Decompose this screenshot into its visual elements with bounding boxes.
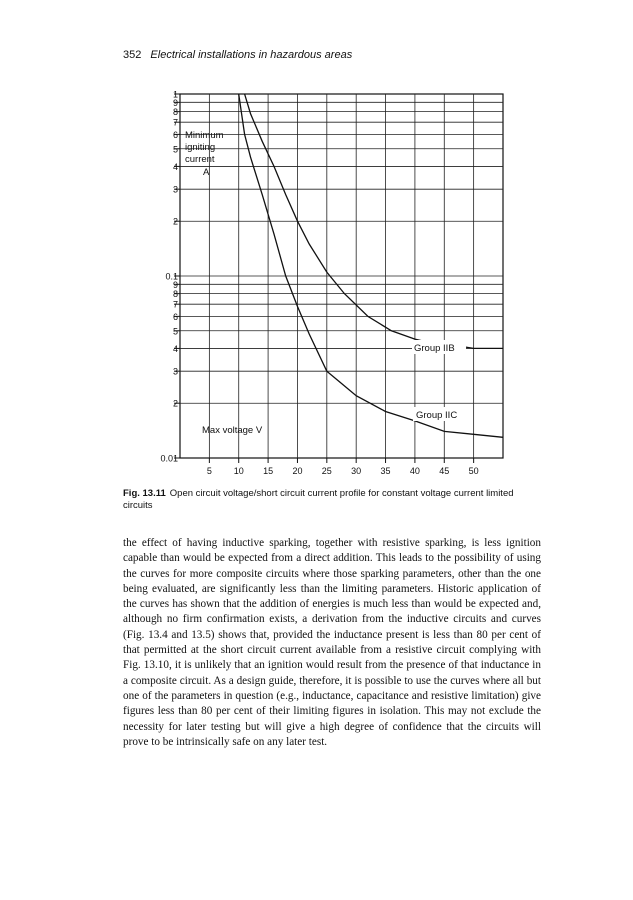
y-axis-title-line: A — [203, 167, 210, 178]
body-text — [123, 536, 541, 750]
group-iic-label: Group IIC — [416, 410, 458, 421]
y-tick-label: 8 — [172, 107, 178, 118]
y-tick-label: 9 — [172, 97, 178, 108]
y-tick-label: 4 — [172, 343, 178, 354]
x-tick-label: 45 — [439, 466, 450, 476]
group-iib-label: Group IIB — [414, 343, 455, 354]
x-tick-label: 30 — [351, 466, 362, 476]
figure-caption — [123, 488, 543, 512]
y-tick-label: 6 — [172, 311, 178, 322]
y-axis-title-line: current — [185, 154, 215, 165]
page-number: 352 — [123, 49, 142, 61]
figure-caption-text: Open circuit voltage/short circuit current profile for constant voltage current limited circuits — [123, 488, 514, 511]
chart-series — [239, 94, 503, 437]
x-axis-title: Max voltage V — [202, 425, 263, 436]
x-tick-label: 20 — [292, 466, 303, 476]
y-tick-label: 7 — [172, 117, 178, 128]
y-tick-label: 3 — [172, 184, 178, 195]
x-tick-label: 35 — [380, 466, 391, 476]
x-tick-label: 25 — [321, 466, 332, 476]
x-tick-label: 40 — [409, 466, 420, 476]
y-tick-label: 0.1 — [165, 271, 178, 282]
y-tick-label: 5 — [172, 326, 178, 337]
y-tick-label: 3 — [172, 366, 178, 377]
y-tick-label: 9 — [172, 279, 178, 290]
body-paragraph: the effect of having inductive sparking, together with resistive sparking, is less ignition capable than would be expected from a direct addition. This leads to the possibility of using the curves for more composite circuits where those sparking parameters, other than the one being evaluated, are significantly less than the limiting parameters. Historic application of the curves has shown that the addition of energies is much less than would be expected and, although no firm confirmation exists, a derivation from the inductive circuits and curves (Fig. 13.4 and 13.5) shows that, provided the inductance present is less than 80 per cent of that permitted at the short circuit current available from a resistive circuit complying with Fig. 13.10, it is unlikely that an ignition would result from the presence of that inductance in a composite circuit. As a design guide, therefore, it is possible to use the curves where all but one of the parameters in question (e.g., inductance, capacitance and resistive limitation) give figures less than 80 per cent of their limiting figures in isolation. This may not exclude the necessity for later testing but will give a high degree of confidence that the circuits will prove to be intrinsically safe on any later test. — [123, 537, 541, 748]
y-tick-label: 1 — [172, 89, 178, 100]
y-tick-label: 0.01 — [160, 453, 178, 464]
y-tick-label: 7 — [172, 299, 178, 310]
running-title: Electrical installations in hazardous areas — [150, 49, 353, 61]
y-tick-label: 6 — [172, 129, 178, 140]
y-tick-label: 5 — [172, 144, 178, 155]
y-tick-label: 2 — [172, 216, 178, 227]
y-tick-label: 2 — [172, 398, 178, 409]
y-tick-label: 8 — [172, 289, 178, 300]
x-tick-label: 50 — [468, 466, 479, 476]
x-tick-label: 10 — [233, 466, 244, 476]
x-tick-label: 15 — [263, 466, 274, 476]
y-axis-title-line: Minimum — [185, 130, 224, 141]
x-tick-label: 5 — [206, 466, 212, 476]
y-axis-title-line: igniting — [185, 142, 216, 153]
figure-label: Fig. 13.11 — [123, 488, 166, 499]
y-tick-label: 4 — [172, 161, 178, 172]
series-line-group-iic — [239, 94, 503, 437]
chart-annotations — [185, 130, 467, 436]
